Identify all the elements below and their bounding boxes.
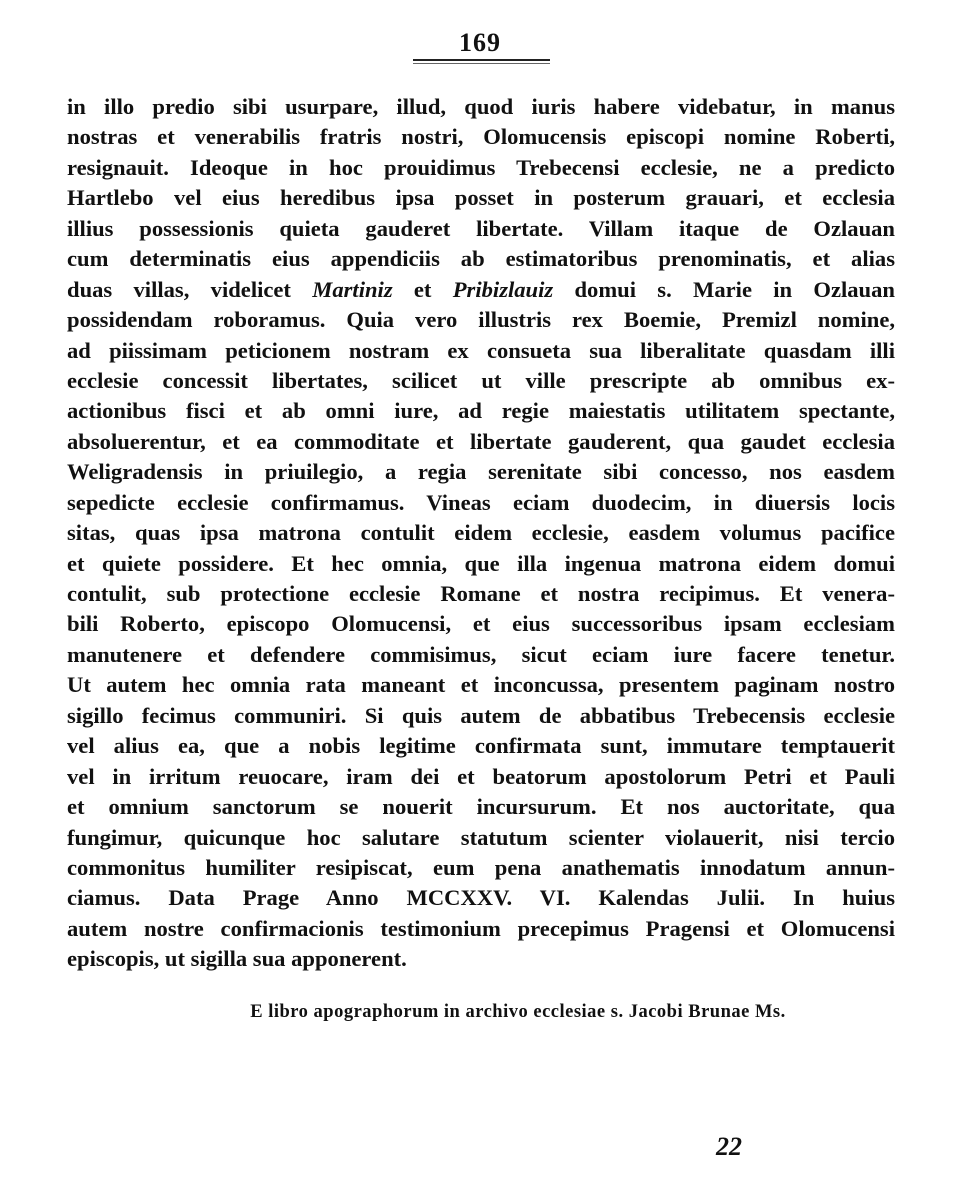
text-line: nostras et venerabilis fratris nostri, Olomucensis episcopi nomine Roberti,: [67, 124, 895, 150]
text-line: actionibus fisci et ab omni iure, ad regie maiestatis utilitatem spectante,: [67, 398, 895, 424]
text-line-final: episcopis, ut sigilla sua apponerent.: [67, 946, 407, 972]
text-line: Hartlebo vel eius heredibus ipsa posset in posterum grauari, et ecclesia: [67, 185, 895, 211]
text-line: manutenere et defendere commisimus, sicut eciam iure facere tenetur.: [67, 641, 895, 667]
text-line: vel alius ea, que a nobis legitime confirmata sunt, immutare temptauerit: [67, 733, 895, 759]
text-line: autem nostre confirmacionis testimonium precepimus Pragensi et Olomucensi: [67, 915, 895, 941]
text-segment: duas villas, videlicet: [67, 276, 313, 302]
text-line: ciamus. Data Prage Anno MCCXXV. VI. Kalendas Julii. In huius: [67, 885, 895, 911]
text-line: et omnium sanctorum se nouerit incursurum. Et nos auctoritate, qua: [67, 794, 895, 820]
text-line: possidendam roboramus. Quia vero illustris rex Boemie, Premizl nomine,: [67, 307, 895, 333]
text-line: vel in irritum reuocare, iram dei et beatorum apostolorum Petri et Pauli: [67, 763, 895, 789]
placename-martiniz: Martiniz: [312, 276, 393, 302]
text-segment: et: [392, 276, 453, 302]
text-line: fungimur, quicunque hoc salutare statutum scienter violauerit, nisi tercio: [67, 824, 895, 850]
text-line: in illo predio sibi usurpare, illud, quod iuris habere videbatur, in manus: [67, 94, 895, 119]
text-line: absoluerentur, et ea commoditate et libertate gauderent, qua gaudet ecclesia: [67, 428, 895, 454]
text-line: ad piissimam peticionem nostram ex consueta sua liberalitate quasdam illi: [67, 337, 895, 363]
text-segment: domui s. Marie in Ozlauan: [553, 276, 895, 302]
text-line: contulit, sub protectione ecclesie Romane et nostra recipimus. Et venera-: [67, 581, 895, 606]
text-line: sitas, quas ipsa matrona contulit eidem ecclesie, easdem volumus pacifice: [67, 520, 895, 546]
text-line: ecclesie concessit libertates, scilicet ut ville prescripte ab omnibus ex-: [67, 367, 895, 393]
text-line: Ut autem hec omnia rata maneant et inconcussa, presentem paginam nostro: [67, 672, 895, 698]
header-rule-thin: [413, 63, 550, 64]
placename-pribizlauiz: Pribizlauiz: [452, 276, 554, 302]
text-line: illius possessionis quieta gauderet libertate. Villam itaque de Ozlauan: [67, 215, 895, 241]
text-line: resignauit. Ideoque in hoc prouidimus Trebecensi ecclesie, ne a predicto: [67, 154, 895, 180]
text-line: Weligradensis in priuilegio, a regia serenitate sibi concesso, nos easdem: [67, 459, 895, 485]
text-line: sepedicte ecclesie confirmamus. Vineas eciam duodecim, in diuersis locis: [67, 489, 895, 515]
charter-text: [67, 92, 895, 975]
source-note: E libro apographorum in archivo ecclesiae s. Jacobi Brunae Ms.: [250, 1002, 786, 1022]
text-line: et quiete possidere. Et hec omnia, que illa ingenua matrona eidem domui: [67, 550, 895, 576]
text-line: sigillo fecimus communiri. Si quis autem de abbatibus Trebecensis ecclesie: [67, 702, 895, 728]
signature-mark: 22: [716, 1132, 742, 1161]
text-line: cum determinatis eius appendiciis ab estimatoribus prenominatis, et alias: [67, 246, 895, 272]
page-number-text: 169: [459, 28, 501, 57]
header-rule-thick: [413, 59, 550, 61]
page-number: [0, 28, 960, 58]
text-line-with-placenames: [67, 275, 895, 305]
text-line: bili Roberto, episcopo Olomucensi, et eius successoribus ipsam ecclesiam: [67, 611, 895, 637]
text-line: commonitus humiliter resipiscat, eum pena anathematis innodatum annun-: [67, 854, 895, 880]
